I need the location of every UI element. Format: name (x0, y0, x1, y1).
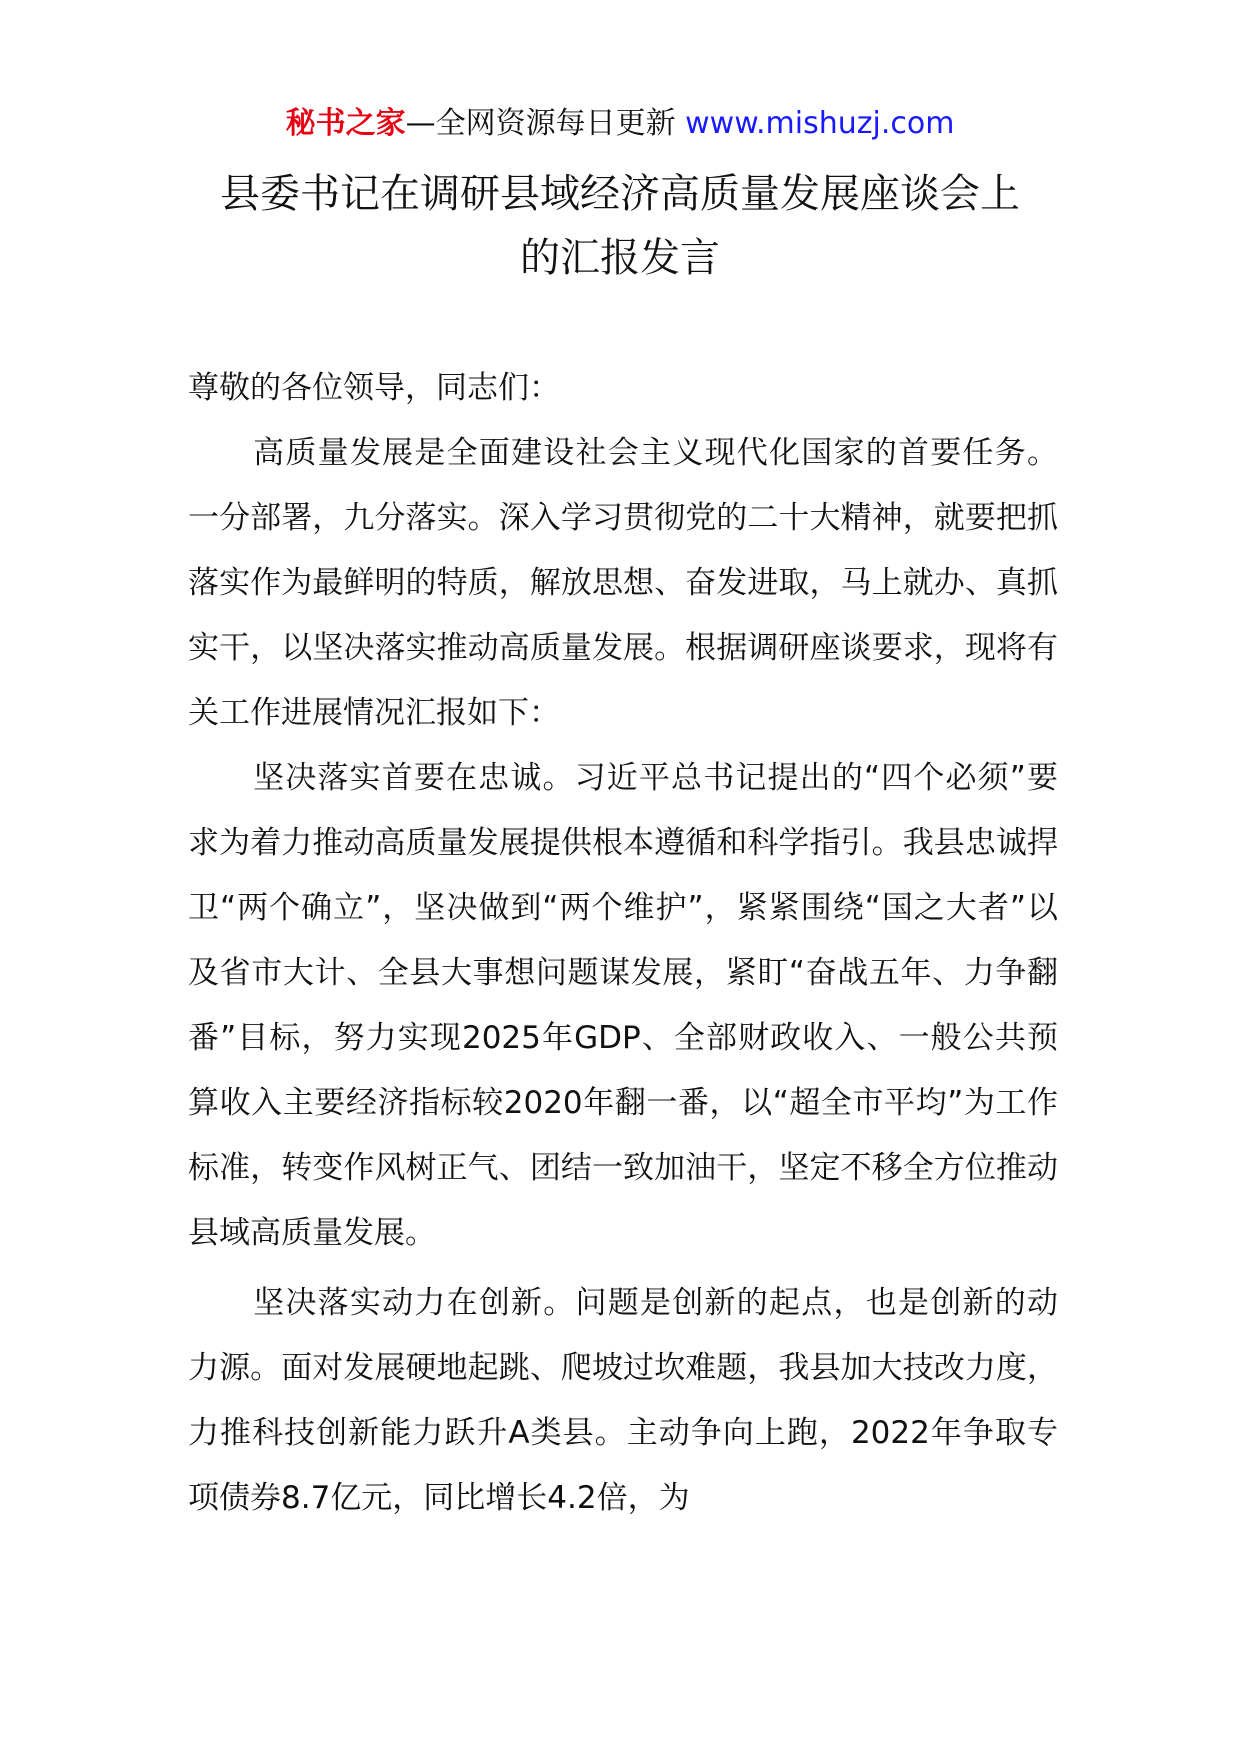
site-brand: 秘书之家 (285, 106, 406, 141)
paragraph-innovation: 坚决落实动力在创新。问题是创新的起点，也是创新的动力源。面对发展硬地起跳、爬坡过坎难题，我县加大技改力度，力推科技创新能力跃升A类县。主动争向上跑，2022年争取专项债券8.7亿元，同比增长4.2倍，为 (188, 1285, 1058, 1516)
salutation: 尊敬的各位领导，同志们： (188, 370, 560, 406)
site-tagline: —全网资源每日更新 (405, 106, 676, 141)
paragraph-loyalty: 坚决落实首要在忠诚。习近平总书记提出的“四个必须”要求为着力推动高质量发展提供根本遵循和科学指引。我县忠诚捍卫“两个确立”，坚决做到“两个维护”，紧紧围绕“国之大者”以及省市大计、全县大事想问题谋发展，紧盯“奋战五年、力争翻番”目标，努力实现2025年GDP、全部财政收入、一般公共预算收入主要经济指标较2020年翻一番，以“超全市平均”为工作标准，转变作风树正气、团结一致加油干，坚定不移全方位推动县域高质量发展。 (188, 760, 1058, 1251)
document-body (188, 356, 1058, 1531)
document-title (130, 162, 1110, 290)
site-header (0, 100, 1240, 148)
document-title-line-2: 的汇报发言 (520, 235, 720, 281)
site-url-link[interactable]: www.mishuzj.com (685, 106, 955, 141)
document-title-line-1: 县委书记在调研县域经济高质量发展座谈会上 (220, 171, 1020, 217)
paragraph-intro: 高质量发展是全面建设社会主义现代化国家的首要任务。一分部署，九分落实。深入学习贯彻党的二十大精神，就要把抓落实作为最鲜明的特质，解放思想、奋发进取，马上就办、真抓实干，以坚决落实推动高质量发展。根据调研座谈要求，现将有关工作进展情况汇报如下： (188, 435, 1058, 731)
